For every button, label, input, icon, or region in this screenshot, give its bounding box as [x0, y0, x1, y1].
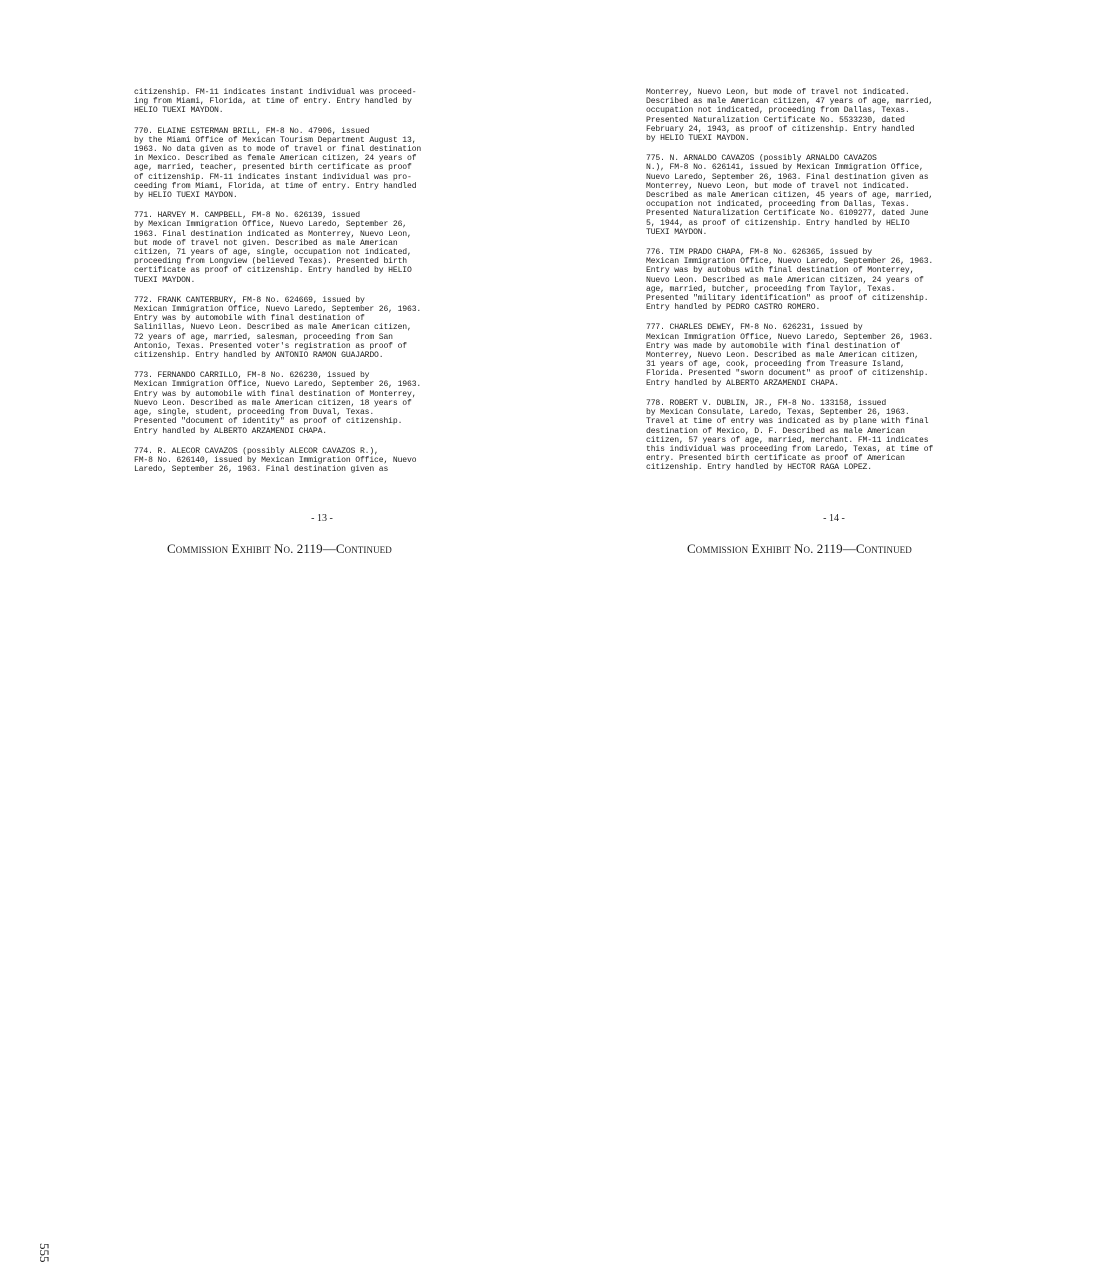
exhibit-caption-right: Commission Exhibit No. 2119—Continued — [687, 541, 912, 556]
entry-776: 776. TIM PRADO CHAPA, FM-8 No. 626365, issued by Mexican Immigration Office, Nuevo Laredo, September 26, 1963. Entry was by autobus with final destination of Monterrey, Nuevo Leon. Described as male American citizen, 24 years of age, married, butcher, proceeding from Taylor, Texas. Presented "military identification" as proof of citizenship. Entry handled by PEDRO CASTRO ROMERO. — [646, 248, 934, 313]
entry-773: 773. FERNANDO CARRILLO, FM-8 No. 626230, issued by Mexican Immigration Office, Nuevo Laredo, September 26, 1963. Entry was by automobile with final destination of Monterrey, Nuevo Leon. Described as male American citizen, 18 years of age, single, student, proceeding from Duval, Texas. Presented "document of identity" as proof of citizenship. Entry handled by ALBERTO ARZAMENDI CHAPA. — [134, 371, 422, 436]
exhibit-caption-left: Commission Exhibit No. 2119—Continued — [167, 541, 392, 556]
entry-775: 775. N. ARNALDO CAVAZOS (possibly ARNALDO CAVAZOS N.), FM-8 No. 626141, issued by Mexican Immigration Office, Nuevo Laredo, September 26, 1963. Final destination given as Monterrey, Nuevo Leon, but mode of travel not indicated. Described as male American citizen, 45 years of age, married, occupation not indicated, proceeding from Dallas, Texas. Presented Naturalization Certificate No. 6109277, dated June 5, 1944, as proof of citizenship. Entry handled by HELIO TUEXI MAYDON. — [646, 154, 934, 237]
entry-778: 778. ROBERT V. DUBLIN, JR., FM-8 No. 133158, issued by Mexican Consulate, Laredo, Texas, September 26, 1963. Travel at time of entry was indicated as by plane with final destination of Mexico, D. F. Described as male American citizen, 57 years of age, married, merchant. FM-11 indicates this individual was proceeding from Laredo, Texas, at time of entry. Presented birth certificate as proof of American citizenship. Entry handled by HECTOR RAGA LOPEZ. — [646, 398, 934, 473]
left-page-body — [134, 88, 500, 485]
volume-page-number: 555 — [37, 1243, 52, 1263]
entry-771: 771. HARVEY M. CAMPBELL, FM-8 No. 626139, issued by Mexican Immigration Office, Nuevo Laredo, September 26, 1963. Final destination indicated as Monterrey, Nuevo Leon, but mode of travel not given. Described as male American citizen, 71 years of age, single, occupation not indicated, proceeding from Longview (believed Texas). Presented birth certificate as proof of citizenship. Entry handled by HELIO TUEXI MAYDON. — [134, 211, 412, 285]
entry-774: 774. R. ALECOR CAVAZOS (possibly ALECOR CAVAZOS R.), FM-8 No. 626140, issued by Mexican Immigration Office, Nuevo Laredo, September 26, 1963. Final destination given as — [134, 446, 417, 475]
volume-page-number-container — [28, 618, 52, 1263]
page-number-right: - 14 - — [823, 513, 845, 524]
entry-774-continued: Monterrey, Nuevo Leon, but mode of travel not indicated. Described as male American citizen, 47 years of age, married, occupation not indicated, proceeding from Dallas, Texas. Presented Naturalization Certificate No. 5533230, dated February 24, 1943, as proof of citizenship. Entry handled by HELIO TUEXI MAYDON. — [646, 88, 934, 144]
page-number-left: - 13 - — [311, 513, 333, 524]
entry-770: 770. ELAINE ESTERMAN BRILL, FM-8 No. 47906, issued by the Miami Office of Mexican Tourism Department August 13, 1963. No data given as to mode of travel or final destination in Mexico. Described as female American citizen, 24 years of age, married, teacher, presented birth certificate as proof of citizenship. FM-11 indicates instant individual was pro- ceeding from Miami, Florida, at time of entry. Entry handled by HELIO TUEXI MAYDON. — [134, 126, 422, 201]
entry-772: 772. FRANK CANTERBURY, FM-8 No. 624669, issued by Mexican Immigration Office, Nuevo Laredo, September 26, 1963. Entry was by automobile with final destination of Salinillas, Nuevo Leon. Described as male American citizen, 72 years of age, married, salesman, proceeding from San Antonio, Texas. Presented voter's registration as proof of citizenship. Entry handled by ANTONIO RAMON GUAJARDO. — [134, 295, 422, 361]
entry-777: 777. CHARLES DEWEY, FM-8 No. 626231, issued by Mexican Immigration Office, Nuevo Laredo, September 26, 1963. Entry was made by automobile with final destination of Monterrey, Nuevo Leon. Described as male American citizen, 31 years of age, cook, proceeding from Treasure Island, Florida. Presented "sworn document" as proof of citizenship. Entry handled by ALBERTO ARZAMENDI CHAPA. — [646, 323, 934, 388]
right-page-body — [646, 88, 996, 484]
entry-text: citizenship. FM-11 indicates instant individual was proceed- ing from Miami, Florida, at time of entry. Entry handled by HELIO TUEXI MAYDON. — [134, 88, 417, 116]
